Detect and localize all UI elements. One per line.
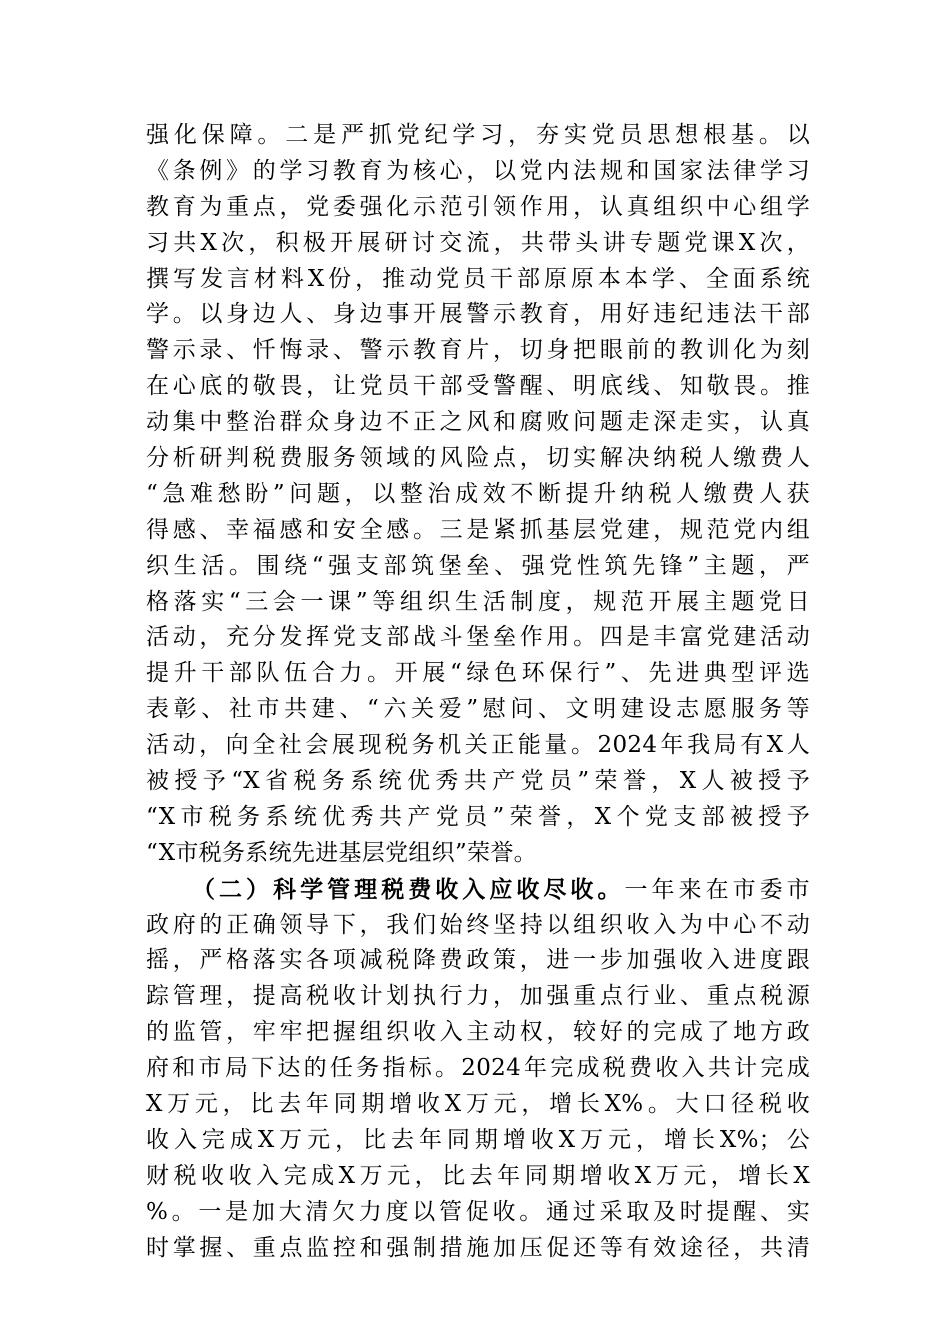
text-line: 活动，向全社会展现税务机关正能量。2024年我局有X人 bbox=[146, 732, 810, 759]
text-line: X万元，比去年同期增收X万元，增长X%。大口径税收 bbox=[146, 1091, 810, 1118]
text-line: 动集中整治群众身边不正之风和腐败问题走深走实，认真 bbox=[146, 409, 810, 436]
text-line: 时掌握、重点监控和强制措施加压促还等有效途径，共清 bbox=[146, 1234, 810, 1261]
text-line: 收入完成X万元，比去年同期增收X万元，增长X%；公 bbox=[146, 1126, 810, 1153]
text-line: 学。以身边人、身边事开展警示教育，用好违纪违法干部 bbox=[146, 301, 810, 328]
paragraph-party-building bbox=[146, 118, 810, 872]
paragraph-tax-revenue bbox=[146, 872, 810, 1267]
text-line: 得感、幸福感和安全感。三是紧抓基层党建，规范党内组 bbox=[146, 516, 810, 543]
text-line: 活动，充分发挥党支部战斗堡垒作用。四是丰富党建活动 bbox=[146, 624, 810, 651]
text-line: 习共X次，积极开展研讨交流，共带头讲专题党课X次， bbox=[146, 229, 810, 256]
text-line: 格落实“三会一课”等组织生活制度，规范开展主题党日 bbox=[146, 588, 810, 615]
text-line: %。一是加大清欠力度以管促收。通过采取及时提醒、实 bbox=[146, 1198, 810, 1225]
section-heading: （二）科学管理税费收入应收尽收。 bbox=[192, 875, 625, 903]
text-line: 政府的正确领导下，我们始终坚持以组织收入为中心不动 bbox=[146, 911, 810, 938]
text-line: 织生活。围绕“强支部筑堡垒、强党性筑先锋”主题，严 bbox=[146, 552, 810, 579]
text-line: 分析研判税费服务领域的风险点，切实解决纳税人缴费人 bbox=[146, 445, 810, 472]
text-line: 警示录、忏悔录、警示教育片，切身把眼前的教训化为刻 bbox=[146, 337, 810, 364]
text-run: 一年来在市委市 bbox=[624, 876, 810, 903]
document-body bbox=[146, 118, 810, 1267]
text-line: 《条例》的学习教育为核心，以党内法规和国家法律学习 bbox=[146, 157, 810, 184]
text-line: 被授予“X省税务系统优秀共产党员”荣誉，X人被授予 bbox=[146, 768, 810, 795]
text-line: 表彰、社市共建、“六关爱”慰问、文明建设志愿服务等 bbox=[146, 696, 810, 723]
text-line: “X市税务系统优秀共产党员”荣誉，X个党支部被授予 bbox=[146, 803, 810, 830]
text-line: 强化保障。二是严抓党纪学习，夯实党员思想根基。以 bbox=[146, 122, 810, 148]
text-line: 在心底的敬畏，让党员干部受警醒、明底线、知敬畏。推 bbox=[146, 373, 810, 400]
text-line: “X市税务系统先进基层党组织”荣誉。 bbox=[146, 839, 537, 866]
text-line: “急难愁盼”问题，以整治成效不断提升纳税人缴费人获 bbox=[146, 480, 810, 507]
text-line: 摇，严格落实各项减税降费政策，进一步加强收入进度跟 bbox=[146, 947, 810, 974]
text-line: 财税收收入完成X万元，比去年同期增收X万元，增长X bbox=[146, 1162, 810, 1189]
text-line: 府和市局下达的任务指标。2024年完成税费收入共计完成 bbox=[146, 1055, 810, 1082]
text-line: 撰写发言材料X份，推动党员干部原原本本学、全面系统 bbox=[146, 265, 810, 292]
text-line: 提升干部队伍合力。开展“绿色环保行”、先进典型评选 bbox=[146, 660, 810, 687]
text-line: 的监管，牢牢把握组织收入主动权，较好的完成了地方政 bbox=[146, 1019, 810, 1046]
text-line: 教育为重点，党委强化示范引领作用，认真组织中心组学 bbox=[146, 193, 810, 220]
text-line: 踪管理，提高税收计划执行力，加强重点行业、重点税源 bbox=[146, 983, 810, 1010]
section-heading-line bbox=[146, 872, 810, 908]
